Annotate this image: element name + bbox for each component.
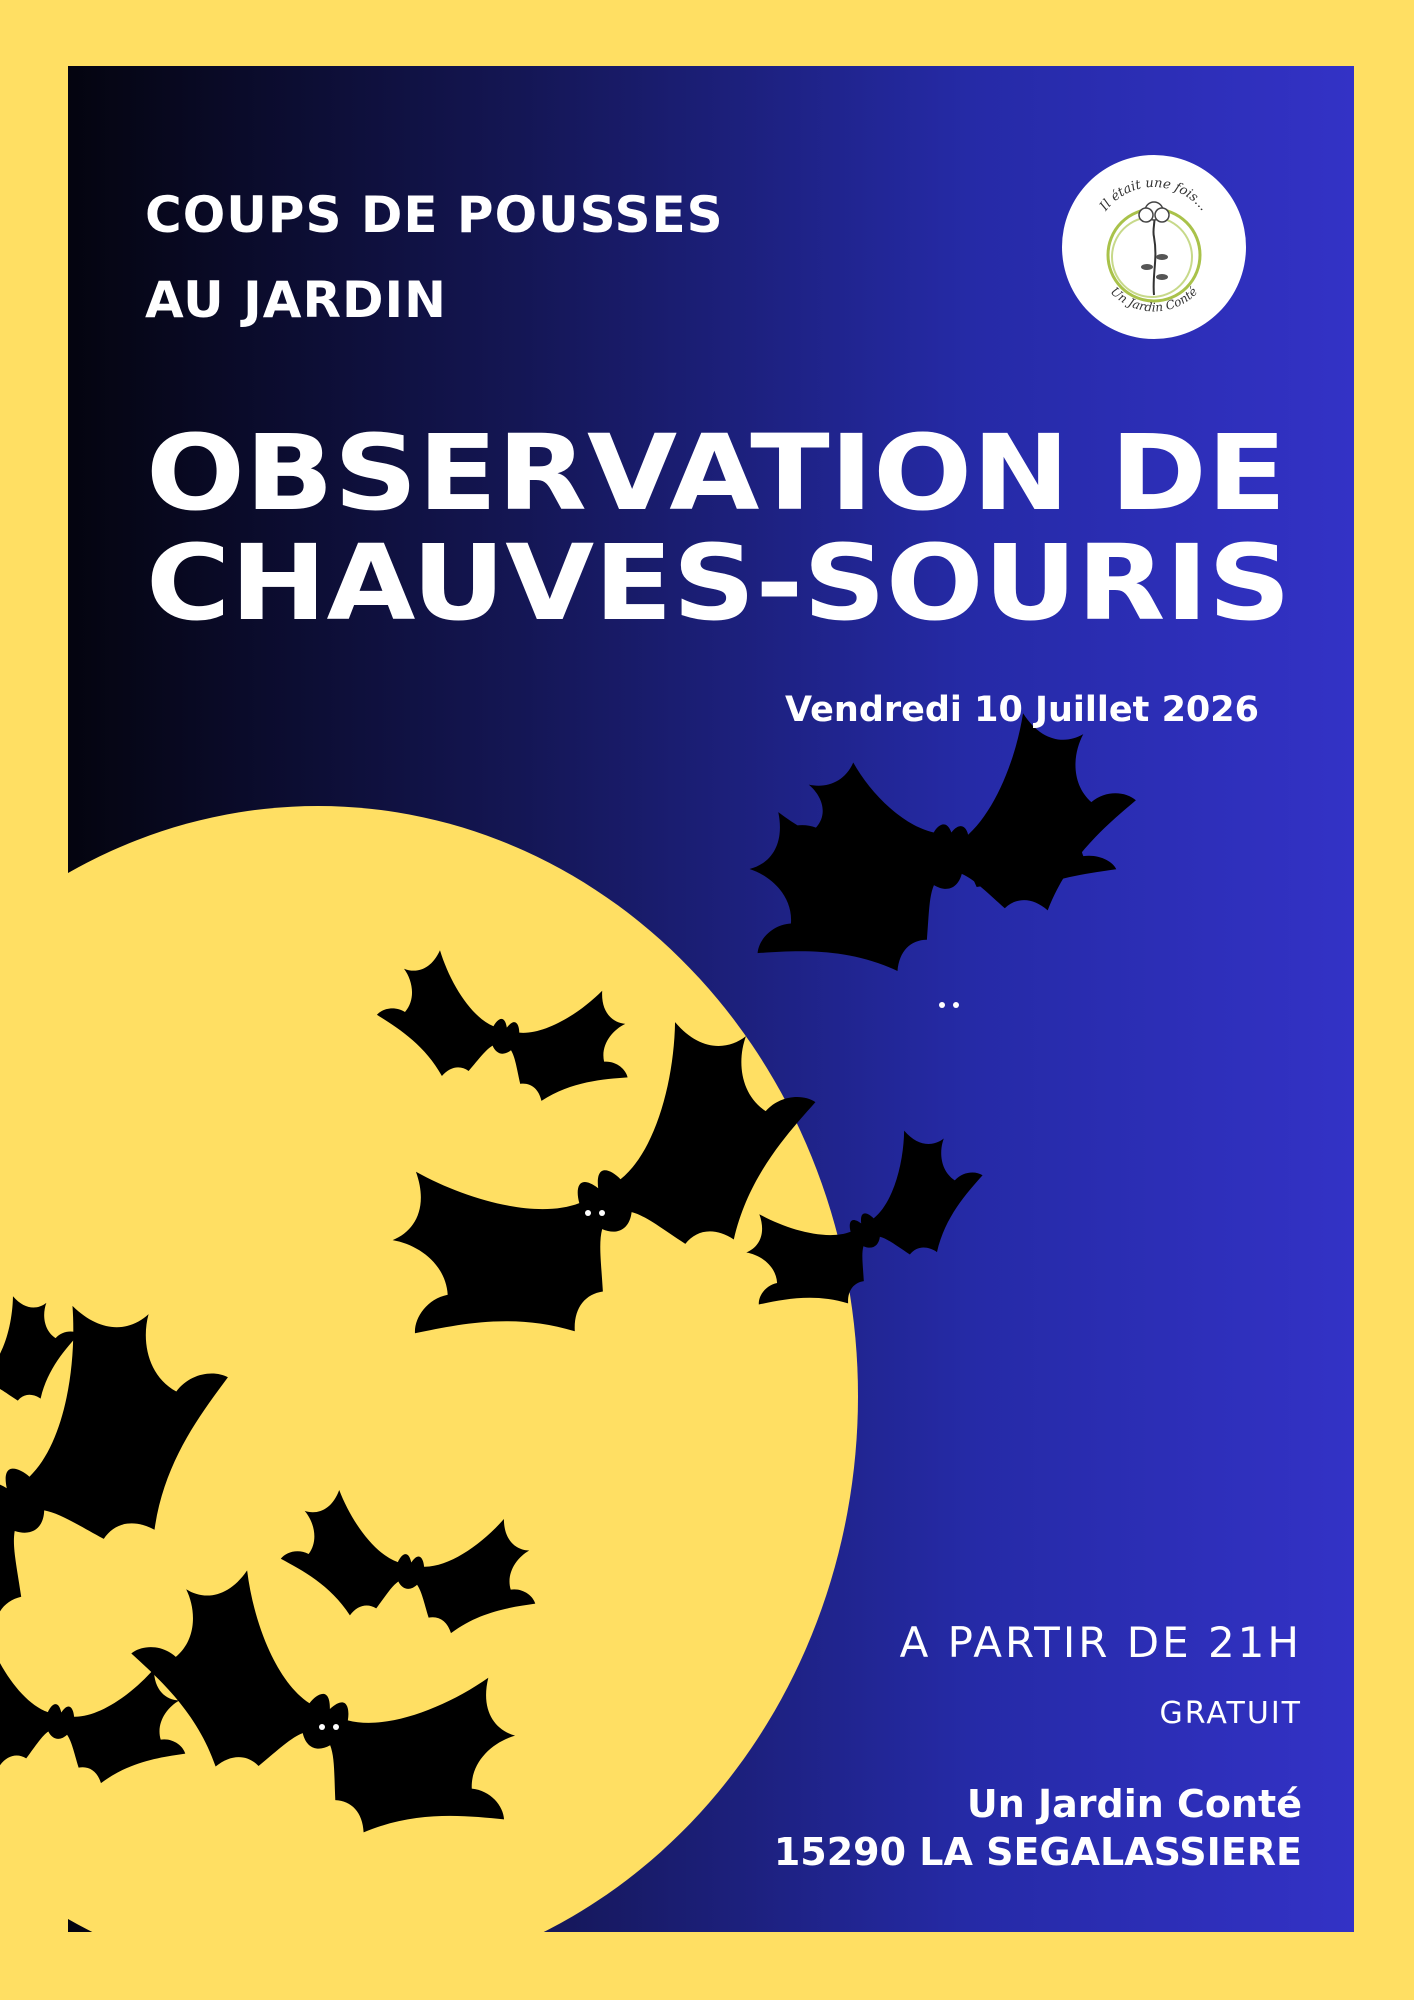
bat-silhouette — [712, 686, 1162, 1017]
event-venue — [774, 1780, 1302, 1876]
bat-silhouette — [366, 939, 646, 1120]
event-title-line1: OBSERVATION DE — [146, 412, 1287, 534]
venue-name: Un Jardin Conté — [966, 1782, 1302, 1826]
bat-silhouette — [273, 1482, 549, 1647]
event-title-line2: CHAUVES-SOURIS — [146, 522, 1291, 644]
logo-top-text: Il était une fois... — [1097, 175, 1211, 214]
venue-address: 15290 LA SEGALASSIERE — [773, 1830, 1302, 1874]
event-time: A PARTIR DE 21H — [899, 1618, 1302, 1667]
event-series-line2: AU JARDIN — [145, 271, 447, 329]
event-series-line1: COUPS DE POUSSES — [145, 186, 724, 244]
event-date: Vendredi 10 Juillet 2026 — [784, 690, 1259, 730]
organizer-logo — [1062, 155, 1246, 339]
event-price: GRATUIT — [1159, 1696, 1302, 1731]
logo-bottom-text: Un Jardin Conté — [1107, 284, 1201, 315]
